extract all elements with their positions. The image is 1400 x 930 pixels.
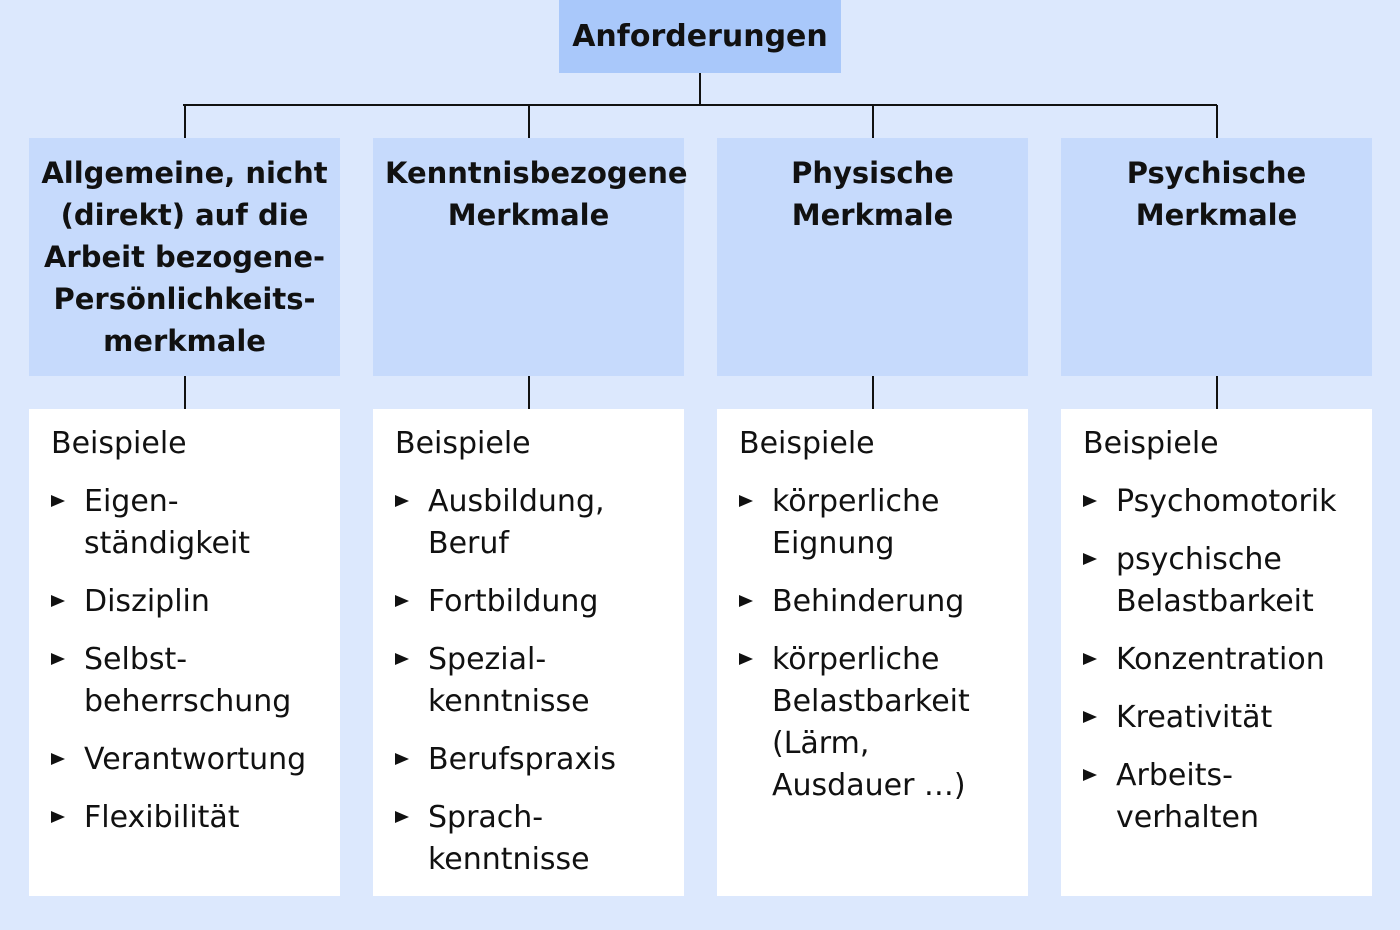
example-text-line: Verantwortung: [84, 742, 307, 777]
example-text-line: Arbeits-: [1116, 758, 1233, 793]
example-item: [51, 739, 330, 781]
example-text-line: Psychomotorik: [1116, 484, 1337, 519]
example-text-line: Behinderung: [772, 584, 965, 619]
bullet-arrow-icon: [395, 753, 409, 765]
example-text-line: Berufspraxis: [428, 742, 617, 777]
example-item: [395, 739, 674, 781]
category-title-line: Persönlichkeits-: [53, 282, 316, 316]
example-text-line: Eigen-: [84, 484, 179, 519]
example-item: [395, 639, 674, 723]
example-text-line: Eignung: [772, 526, 895, 561]
bullet-arrow-icon: [51, 495, 65, 507]
examples-list: [51, 481, 330, 839]
bullet-arrow-icon: [1083, 553, 1097, 565]
example-text-line: Spezial-: [428, 642, 547, 677]
examples-box: [373, 409, 684, 896]
examples-list: [739, 481, 1018, 807]
bullet-arrow-icon: [1083, 711, 1097, 723]
bullet-arrow-icon: [395, 653, 409, 665]
examples-heading: Beispiele: [395, 426, 531, 461]
bullet-arrow-icon: [739, 495, 753, 507]
examples-list: [395, 481, 674, 881]
bullet-arrow-icon: [739, 653, 753, 665]
examples-heading: Beispiele: [1083, 426, 1219, 461]
bullet-arrow-icon: [1083, 495, 1097, 507]
examples-box: [717, 409, 1028, 896]
example-item: [1083, 697, 1362, 739]
bullet-arrow-icon: [395, 495, 409, 507]
example-text-line: Ausdauer …): [772, 768, 966, 803]
category-connector: [872, 105, 874, 138]
category-title-line: merkmale: [103, 324, 266, 358]
root-label: Anforderungen: [572, 19, 828, 54]
examples-box: [1061, 409, 1372, 896]
example-item: [1083, 755, 1362, 839]
examples-heading: Beispiele: [739, 426, 875, 461]
category-box: [373, 138, 688, 376]
examples-connector: [872, 376, 874, 409]
example-text-line: körperliche: [772, 484, 940, 519]
example-text-line: Belastbarkeit: [772, 684, 970, 719]
example-item: [395, 797, 674, 881]
example-item: [51, 581, 330, 623]
examples-connector: [528, 376, 530, 409]
bullet-arrow-icon: [51, 811, 65, 823]
example-text-line: psychische: [1116, 542, 1282, 577]
example-text-line: verhalten: [1116, 800, 1259, 835]
category-connector: [528, 105, 530, 138]
example-item: [739, 481, 1018, 565]
category-title-line: Merkmale: [1135, 198, 1298, 232]
bullet-arrow-icon: [739, 595, 753, 607]
examples-box: [29, 409, 340, 896]
category-title-line: Merkmale: [447, 198, 610, 232]
root-node: [559, 0, 841, 73]
example-text-line: kenntnisse: [428, 684, 590, 719]
example-item: [739, 639, 1018, 807]
example-item: [739, 581, 1018, 623]
examples-connector: [1216, 376, 1218, 409]
example-item: [1083, 639, 1362, 681]
bullet-arrow-icon: [51, 753, 65, 765]
example-text-line: Selbst-: [84, 642, 188, 677]
category-connector: [184, 105, 186, 138]
bullet-arrow-icon: [51, 653, 65, 665]
bullet-arrow-icon: [395, 595, 409, 607]
example-text-line: körperliche: [772, 642, 940, 677]
example-item: [51, 797, 330, 839]
example-text-line: Disziplin: [84, 584, 210, 619]
category-connector: [1216, 105, 1218, 138]
examples-heading: Beispiele: [51, 426, 187, 461]
examples-list: [1083, 481, 1362, 839]
example-text-line: beherrschung: [84, 684, 292, 719]
example-item: [1083, 481, 1362, 523]
example-text-line: ständigkeit: [84, 526, 251, 561]
example-item: [51, 639, 330, 723]
horizontal-connector: [183, 104, 1217, 106]
example-text-line: Fortbildung: [428, 584, 599, 619]
example-text-line: Ausbildung,: [428, 484, 605, 519]
example-text-line: kenntnisse: [428, 842, 590, 877]
example-text-line: Beruf: [428, 526, 509, 561]
example-item: [395, 581, 674, 623]
example-item: [395, 481, 674, 565]
category-title-line: (direkt) auf die: [60, 198, 309, 232]
category-title-line: Kenntnisbezogene: [385, 156, 688, 190]
bullet-arrow-icon: [1083, 653, 1097, 665]
category-title-line: Physische: [791, 156, 954, 190]
bullet-arrow-icon: [51, 595, 65, 607]
category-box: [717, 138, 1028, 376]
root-connector: [699, 73, 701, 105]
example-text-line: Kreativität: [1116, 700, 1273, 735]
example-text-line: Konzentration: [1116, 642, 1325, 677]
example-item: [51, 481, 330, 565]
bullet-arrow-icon: [1083, 769, 1097, 781]
examples-connector: [184, 376, 186, 409]
example-text-line: Belastbarkeit: [1116, 584, 1314, 619]
bullet-arrow-icon: [395, 811, 409, 823]
example-item: [1083, 539, 1362, 623]
category-title-line: Merkmale: [791, 198, 954, 232]
category-title-line: Psychische: [1126, 156, 1307, 190]
category-title-line: Allgemeine, nicht: [41, 156, 328, 190]
example-text-line: Flexibilität: [84, 800, 240, 835]
category-box: [29, 138, 340, 376]
example-text-line: Sprach-: [428, 800, 544, 835]
category-title-line: Arbeit bezogene-: [43, 240, 326, 274]
example-text-line: (Lärm,: [772, 726, 870, 761]
category-box: [1061, 138, 1372, 376]
